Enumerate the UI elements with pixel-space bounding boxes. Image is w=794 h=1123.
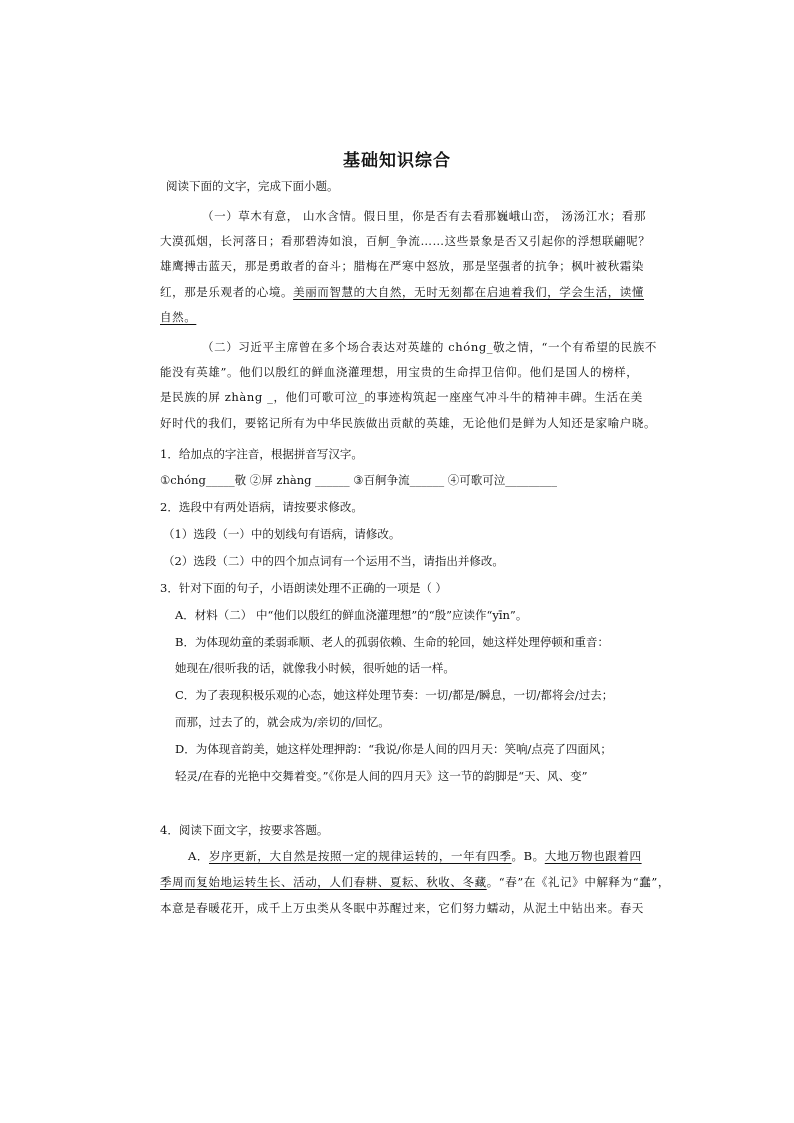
sentence-a-label: A．	[188, 849, 210, 863]
sentence-b-label: 。B。	[511, 849, 545, 863]
option-b-line1: B．为体现幼童的柔弱乖顺、老人的孤弱依赖、生命的轮回，她这样处理停顿和重音：	[175, 635, 609, 649]
passage2-line2: 能没有英雄”。他们以殷红的鲜血浇灌理想，用宝贵的生命捍卫信仰。他们是国人的榜样，	[160, 365, 639, 379]
question1-stem: 1．给加点的字注音，根据拼音写汉字。	[160, 447, 363, 461]
reading-instruction: 阅读下面的文字，完成下面小题。	[166, 179, 339, 193]
sentence-b-end: 季周而复始地运转生长、活动，人们春耕、夏耘、秋收、冬藏	[160, 875, 487, 889]
question4-line3: 本意是春暖花开，成千上万虫类从冬眠中苏醒过来，它们努力蠕动，从泥土中钻出来。春天	[160, 901, 644, 915]
question4-line1	[188, 848, 642, 864]
question2-sub1: （1）选段（一）中的划线句有语病，请修改。	[163, 527, 401, 541]
question1-blanks: ①chóng_____敬 ②屏 zhàng ______ ③百舸争流______ ④可歌可泣_________	[160, 473, 558, 487]
sentence-a: 岁序更新，大自然是按照一定的规律运转的，一年有四季	[209, 849, 512, 863]
question4-stem: 4．阅读下面文字，按要求答题。	[160, 823, 329, 837]
passage1-line4-start: 红，那是乐观者的心境。	[160, 285, 294, 299]
option-c-line2: 而那，过去了的，就会成为/亲切的/回忆。	[175, 715, 390, 729]
question4-line2	[160, 874, 670, 890]
passage2-line4: 好时代的我们，要铭记所有为中华民族做出贡献的英雄，无论他们是鲜为人知还是家喻户晓。	[160, 416, 657, 430]
page-title: 基础知识综合	[343, 151, 451, 171]
passage2-line1: （二）习近平主席曾在多个场合表达对英雄的 chóng_敬之情，“一个有希望的民族不	[202, 340, 657, 354]
option-b-line2: 她现在/很听我的话，就像我小时候，很听她的话一样。	[175, 661, 455, 675]
sentence-b-start: 大地万物也跟着四	[544, 849, 642, 863]
question4-line2-rest: 。“春”在《礼记》中解释为“蠢”，	[486, 875, 670, 889]
passage1-line4	[160, 284, 645, 300]
question2-sub2: （2）选段（二）中的四个加点词有一个运用不当，请指出并修改。	[163, 554, 504, 568]
question2-stem: 2．选段中有两处语病，请按要求修改。	[160, 500, 363, 514]
underlined-sentence-end: 自然。	[160, 310, 197, 324]
passage1-line1: （一）草木有意， 山水含情。假日里，你是否有去看那巍峨山峦， 汤汤江水；看那	[202, 209, 647, 223]
option-a: A．材料（二） 中“他们以殷红的鲜血浇灌理想”的“殷”应读作“yīn”。	[175, 608, 528, 622]
underlined-sentence: 美丽而智慧的大自然，无时无刻都在启迪着我们，学会生活，读懂	[293, 285, 645, 299]
option-d-line2: 轻灵/在春的光艳中交舞着变。”《你是人间的四月天》这一节的韵脚是“天、风、变”	[175, 769, 588, 783]
passage2-line3: 是民族的屏 zhàng _，他们可歌可泣_的事迹构筑起一座座气冲斗牛的精神丰碑。生活在美	[160, 390, 643, 404]
passage1-line2: 大漠孤烟，长河落日；看那碧涛如浪，百舸_争流……这些景象是否又引起你的浮想联翩呢？	[160, 234, 651, 248]
option-c-line1: C．为了表现积极乐观的心态，她这样处理节奏：一切/都是/瞬息，一切/都将会/过去；	[175, 688, 614, 702]
option-d-line1: D．为体现音韵美，她这样处理押韵：“我说/你是人间的四月天：笑响/点亮了四面风；	[175, 742, 612, 756]
passage1-line3: 雄鹰搏击蓝天，那是勇敢者的奋斗；腊梅在严寒中怒放，那是坚强者的抗争；枫叶被秋霜染	[160, 259, 644, 273]
question3-stem: 3．针对下面的句子，小语朗读处理不正确的一项是（ ）	[160, 581, 447, 595]
